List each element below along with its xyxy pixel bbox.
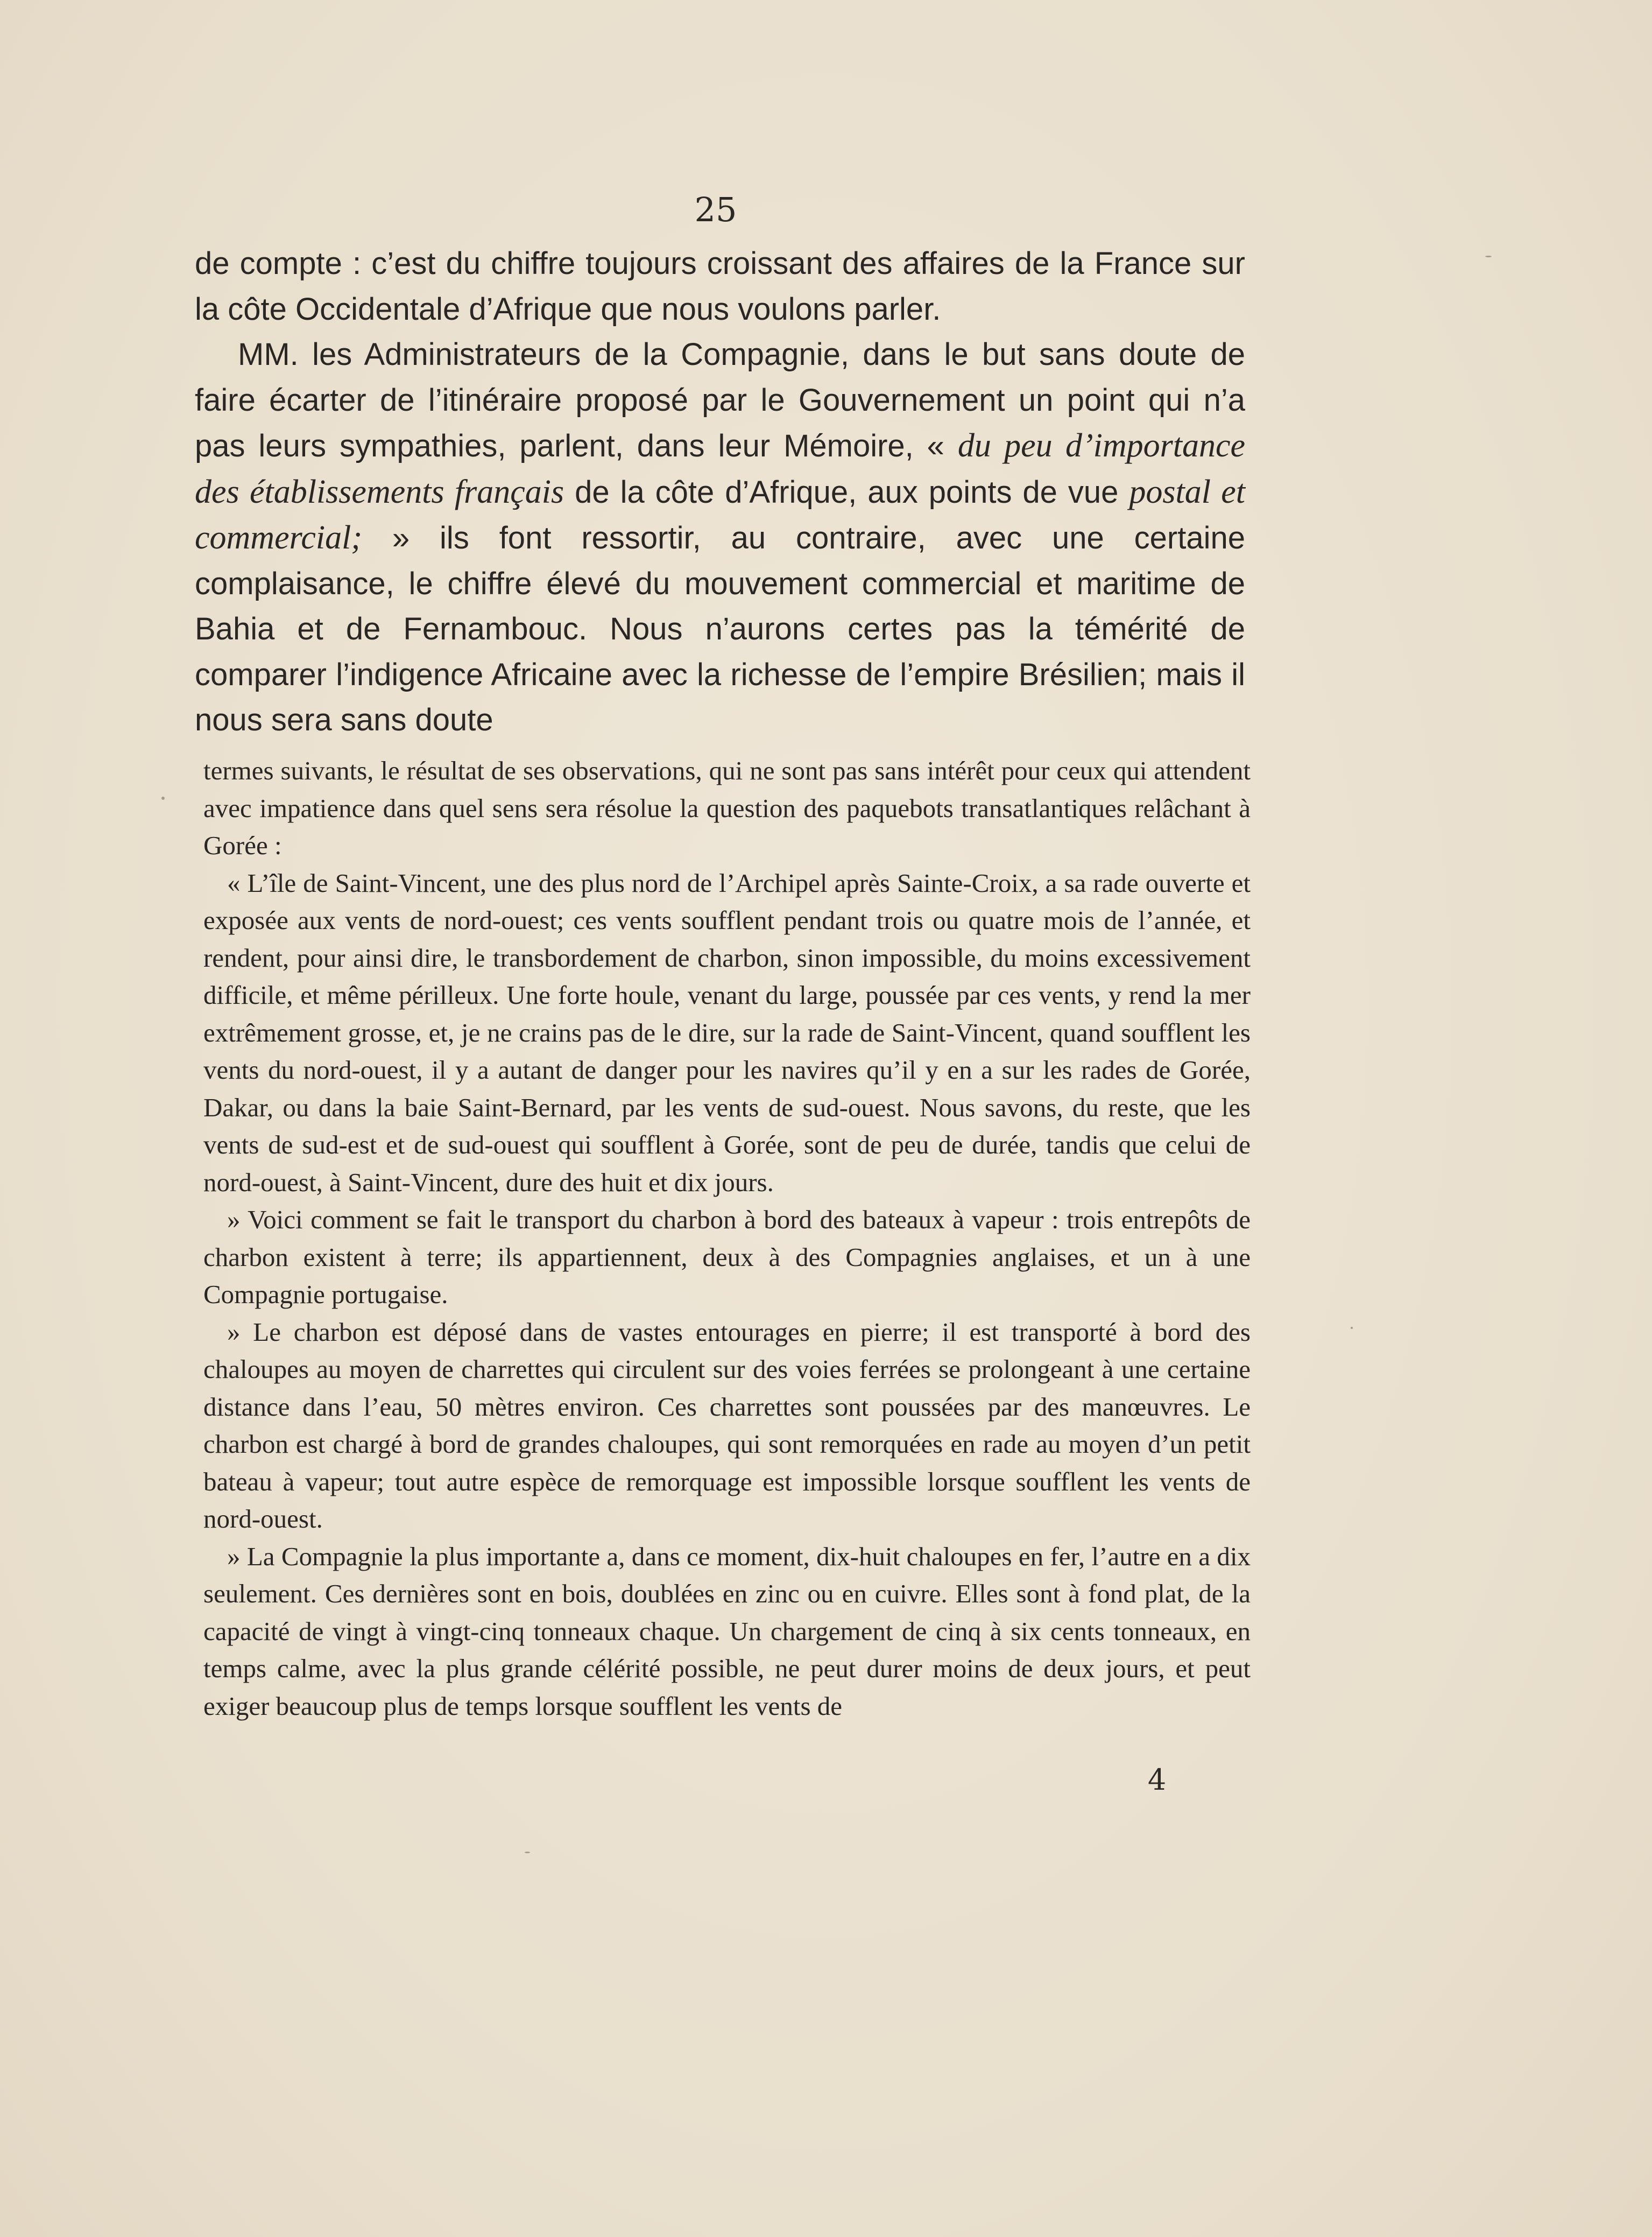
main-paragraph-2-part-c: » ils font ressortir, au contraire, avec une certaine complaisance, le chiffre élevé du mouvement commercial et maritime de Bahia et de Fernambouc. Nous n’aurons certes pas la témérité de comparer l’indigence Africaine avec la richesse de l’empire Brésilien; mais il nous sera sans doute xyxy=(195,520,1245,737)
main-text-block xyxy=(195,241,1245,743)
paper-speck xyxy=(525,1852,530,1853)
main-paragraph-1: de compte : c’est du chiffre toujours croissant des affaires de la France sur la côte Occidentale d’Afrique que nous voulons parler. xyxy=(195,246,1245,327)
footnote-paragraph-4: » Le charbon est déposé dans de vastes entourages en pierre; il est transporté à bord des chaloupes au moyen de charrettes qui circulent sur des voies ferrées se prolongeant à une certaine distance dans l’eau, 50 mètres environ. Ces charrettes sont poussées par des manœuvres. Le charbon est chargé à bord de grandes chaloupes, qui sont remorquées en rade au moyen d’un petit bateau à vapeur; tout autre espèce de remorquage est impossible lorsque soufflent les vents de nord-ouest. xyxy=(203,1317,1251,1533)
footnote-paragraph-5: » La Compagnie la plus importante a, dans ce moment, dix-huit chaloupes en fer, l’autre en a dix seulement. Ces dernières sont en bois, doublées en zinc ou en cuivre. Elles sont à fond plat, de la capacité de vingt à vingt-cinq tonneaux chaque. Un chargement de cinq à six cents tonneaux, en temps calme, avec la plus grande célérité possible, ne peut durer moins de deux jours, et peut exiger beaucoup plus de temps lorsque soufflent les vents de xyxy=(203,1541,1251,1721)
page-number: 25 xyxy=(694,190,737,229)
footnote-block xyxy=(203,752,1251,1725)
main-paragraph-2 xyxy=(195,332,1245,743)
signature-mark: 4 xyxy=(1147,1763,1167,1797)
main-paragraph-2-part-a: MM. les Administrateurs de la Compagnie, dans le but sans doute de faire écarter de l’itinéraire proposé par le Gouvernement un point qui n’a pas leurs sympathies, parlent, dans leur Mémoire, « xyxy=(195,337,1245,463)
paper-speck xyxy=(1485,256,1492,257)
footnote-paragraph-3: » Voici comment se fait le transport du charbon à bord des bateaux à vapeur : trois entrepôts de charbon existent à terre; ils appartiennent, deux à des Compagnies anglaises, et un à une Compagnie portugaise. xyxy=(203,1205,1251,1309)
paper-speck xyxy=(1351,1327,1353,1329)
main-paragraph-2-italic-2: postal et commercial; xyxy=(195,473,1246,556)
main-paragraph-2-italic-1: du peu d’importance des établissements français xyxy=(195,427,1245,510)
footnote-paragraph-2: « L’île de Saint-Vincent, une des plus nord de l’Archipel après Sainte-Croix, a sa rade ouverte et exposée aux vents de nord-ouest; ces vents soufflent pendant trois ou quatre mois de l’année, et rendent, pour ainsi dire, le transbordement de charbon, sinon impossible, du moins excessivement difficile, et même périlleux. Une forte houle, venant du large, poussée par ces vents, y rend la mer extrêmement grosse, et, je ne crains pas de le dire, sur la rade de Saint-Vincent, quand soufflent les vents du nord-ouest, il y a autant de danger pour les navires qu’il y en a sur les rades de Gorée, Dakar, ou dans la baie Saint-Bernard, par les vents de sud-ouest. Nous savons, du reste, que les vents de sud-est et de sud-ouest qui soufflent à Gorée, sont de peu de durée, tandis que celui de nord-ouest, à Saint-Vincent, dure des huit et dix jours. xyxy=(203,868,1251,1197)
paper-speck xyxy=(161,797,165,800)
main-paragraph-2-part-b: de la côte d’Afrique, aux points de vue xyxy=(564,474,1129,510)
footnote-paragraph-1: termes suivants, le résultat de ses observations, qui ne sont pas sans intérêt pour ceux qui attendent avec impatience dans quel sens sera résolue la question des paquebots transatlantiques relâchant à Gorée : xyxy=(203,756,1251,860)
